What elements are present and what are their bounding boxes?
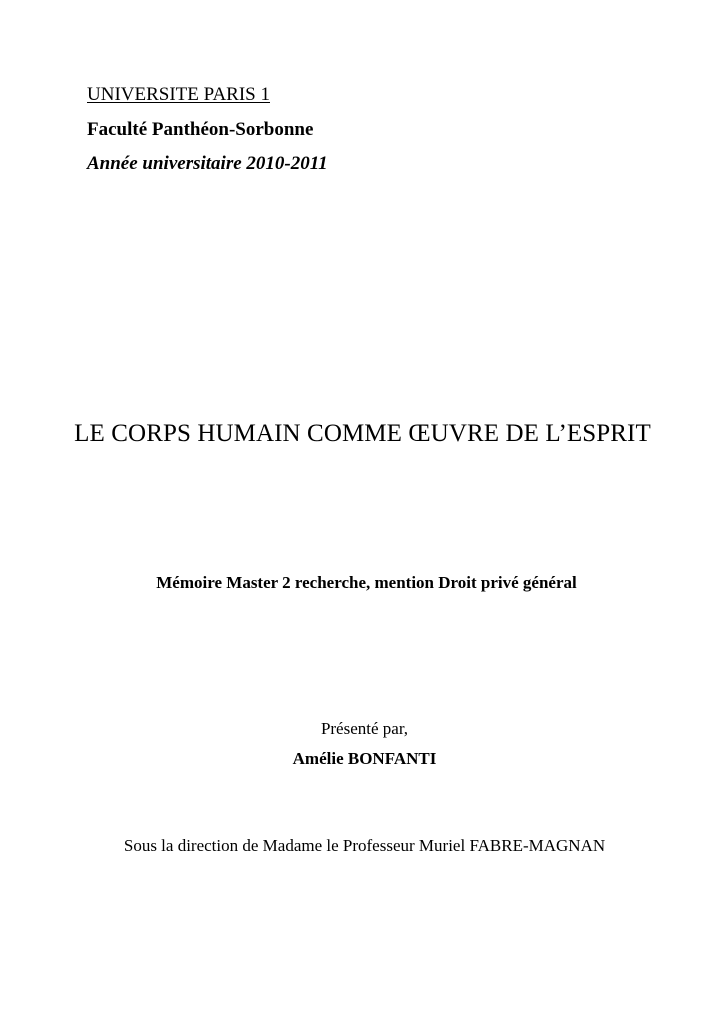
- faculty-name: Faculté Panthéon-Sorbonne: [87, 119, 314, 140]
- supervision-line: Sous la direction de Madame le Professeur Muriel FABRE-MAGNAN: [123, 836, 606, 855]
- presented-by-label: Présenté par,: [320, 719, 409, 738]
- thesis-type: Mémoire Master 2 recherche, mention Droit privé général: [156, 573, 577, 592]
- academic-year: Année universitaire 2010-2011: [87, 153, 328, 174]
- document-title: LE CORPS HUMAIN COMME ŒUVRE DE L’ESPRIT: [74, 420, 651, 447]
- university-name: UNIVERSITE PARIS 1: [87, 84, 270, 105]
- author-name: Amélie BONFANTI: [292, 749, 437, 768]
